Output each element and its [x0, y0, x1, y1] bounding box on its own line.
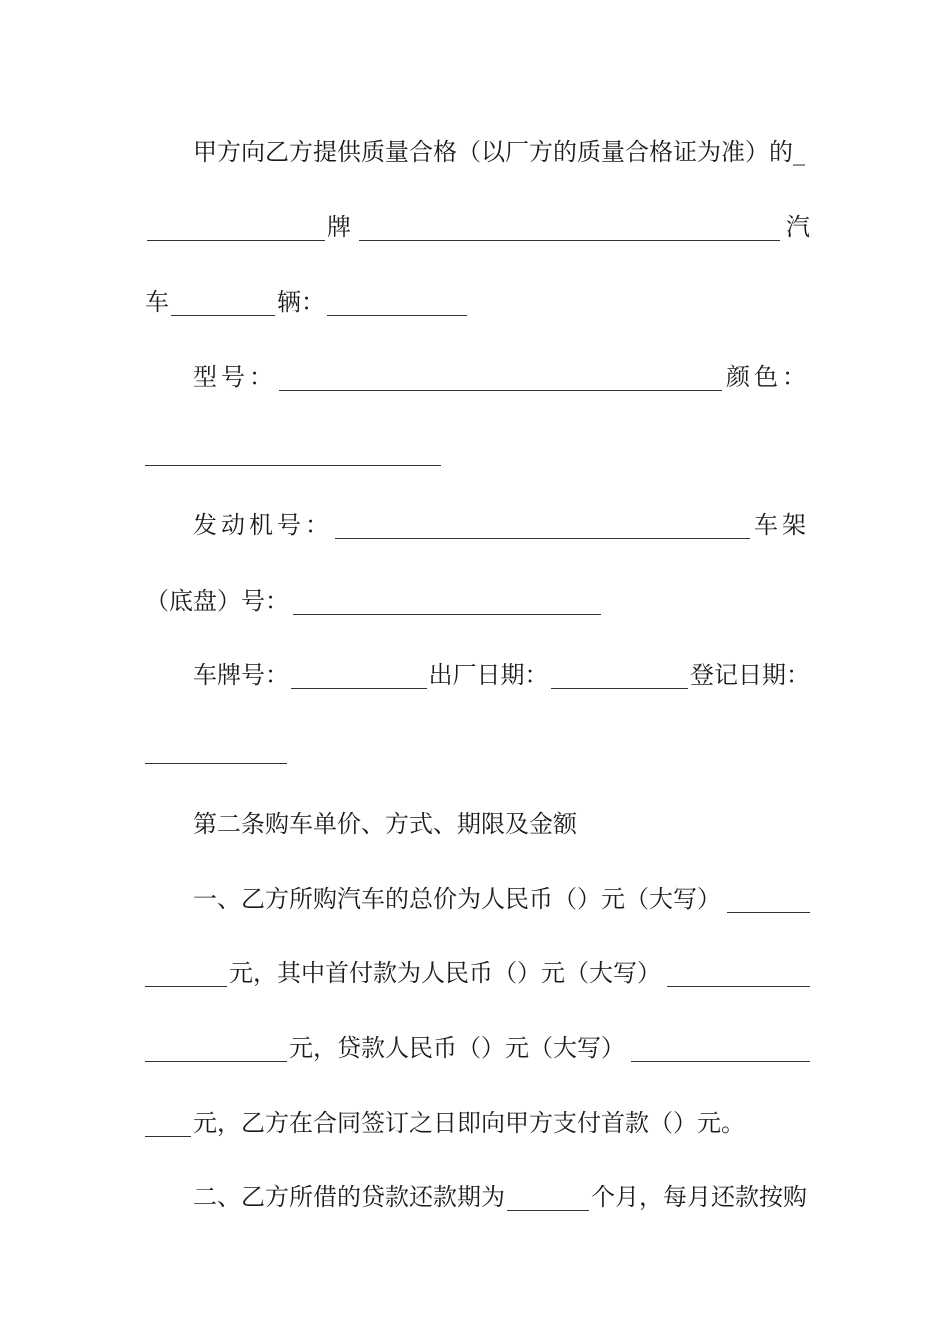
frame-label: 车架	[754, 511, 810, 539]
total-price-blank	[727, 890, 810, 913]
chassis-label: （底盘）号：	[145, 587, 289, 615]
factory-date-blank	[551, 666, 689, 689]
brand-blank	[147, 218, 325, 241]
paragraph-color-blank-line	[145, 434, 810, 470]
paragraph-first-payment	[145, 1105, 810, 1141]
paragraph-quantity-line	[145, 284, 810, 320]
paragraph-loan	[145, 1030, 810, 1066]
loan-text: 元，贷款人民币（）元（大写）	[289, 1034, 625, 1062]
paragraph-supply	[193, 134, 810, 170]
model-label: 型号：	[193, 363, 277, 391]
car-label-part: 汽	[786, 213, 810, 241]
repayment-term-text-cont: 个月，每月还款按购	[591, 1183, 807, 1211]
paragraph-total-price	[193, 881, 810, 917]
paragraph-chassis-line	[145, 583, 810, 619]
quantity-blank	[171, 293, 275, 316]
loan-blank-cont	[145, 1114, 191, 1137]
engine-label: 发动机号：	[193, 511, 333, 539]
paragraph-register-blank-line	[145, 732, 810, 768]
paragraph-engine-line	[193, 507, 810, 543]
chassis-blank	[293, 592, 601, 615]
loan-blank	[631, 1039, 810, 1062]
supply-text: 甲方向乙方提供质量合格（以厂方的质量合格证为准）的_	[193, 138, 805, 166]
plate-label: 车牌号：	[193, 661, 289, 689]
brand-label: 牌	[327, 213, 351, 241]
model-blank	[279, 368, 722, 391]
color-blank	[145, 443, 441, 466]
down-payment-blank	[667, 964, 810, 987]
repayment-term-text: 二、乙方所借的贷款还款期为	[193, 1183, 505, 1211]
first-payment-text: 元，乙方在合同签订之日即向甲方支付首款（）元。	[193, 1109, 745, 1137]
plate-blank	[291, 666, 427, 689]
down-payment-text: 元，其中首付款为人民币（）元（大写）	[229, 959, 661, 987]
register-date-blank	[145, 741, 287, 764]
paragraph-model-line	[193, 359, 810, 395]
article-two-title: 第二条购车单价、方式、期限及金额	[193, 810, 577, 838]
article-two-heading	[193, 806, 810, 842]
register-date-label: 登记日期：	[690, 661, 810, 689]
down-payment-blank-cont	[145, 1039, 287, 1062]
paragraph-brand-line	[145, 209, 810, 245]
model-name-blank	[359, 218, 780, 241]
repayment-months-blank	[507, 1188, 589, 1211]
car-label-end: 车	[145, 288, 169, 316]
color-label: 颜色：	[726, 363, 810, 391]
paragraph-repayment-term	[193, 1179, 810, 1215]
engine-blank	[335, 516, 750, 539]
vehicles-blank	[327, 293, 467, 316]
total-price-text: 一、乙方所购汽车的总价为人民币（）元（大写）	[193, 885, 721, 913]
paragraph-plate-line	[193, 657, 810, 693]
factory-date-label: 出厂日期：	[428, 661, 549, 689]
total-price-blank-cont	[145, 964, 227, 987]
vehicles-label: 辆：	[277, 288, 325, 316]
paragraph-down-payment	[145, 955, 810, 991]
